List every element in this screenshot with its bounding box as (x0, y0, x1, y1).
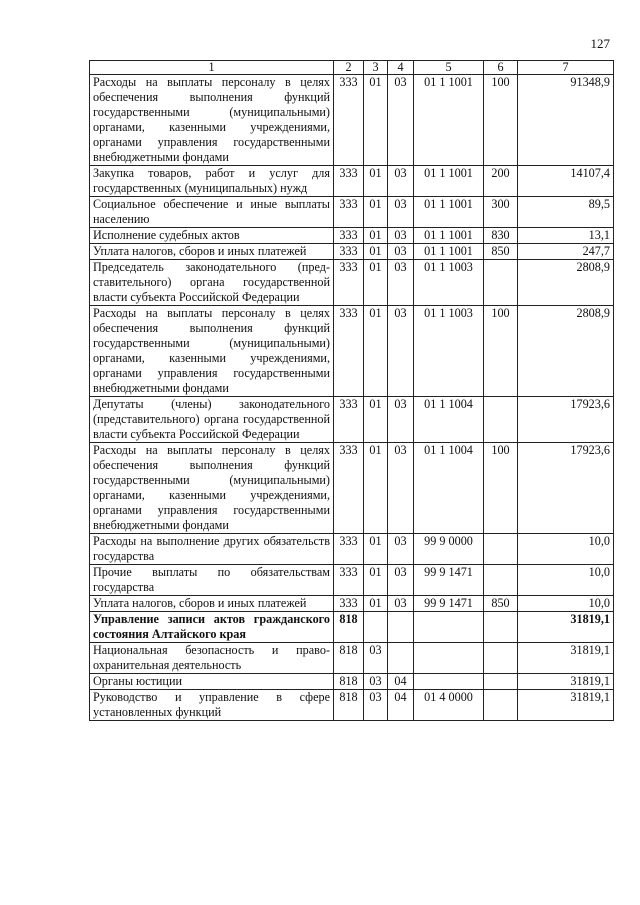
row-name: Органы юстиции (90, 674, 334, 690)
row-amount: 10,0 (518, 534, 614, 565)
row-expense-type-code: 850 (484, 596, 518, 612)
row-section-code: 01 (364, 166, 388, 197)
row-expense-type-code (484, 690, 518, 721)
table-row (90, 612, 614, 643)
row-target-article-code: 01 1 1001 (414, 166, 484, 197)
row-expense-type-code: 300 (484, 197, 518, 228)
row-amount: 31819,1 (518, 674, 614, 690)
row-subsection-code: 03 (388, 306, 414, 397)
row-ved-code: 818 (334, 690, 364, 721)
table-row (90, 690, 614, 721)
header-col-7: 7 (518, 61, 614, 75)
row-section-code: 03 (364, 674, 388, 690)
row-section-code: 01 (364, 75, 388, 166)
row-amount: 31819,1 (518, 643, 614, 674)
row-expense-type-code (484, 643, 518, 674)
row-subsection-code: 03 (388, 244, 414, 260)
row-amount: 91348,9 (518, 75, 614, 166)
row-ved-code: 333 (334, 306, 364, 397)
row-subsection-code (388, 612, 414, 643)
row-ved-code: 818 (334, 643, 364, 674)
row-ved-code: 333 (334, 197, 364, 228)
row-name: Закупка товаров, работ и услуг для государственных (муниципальных) нужд (90, 166, 334, 197)
row-name: Расходы на выплаты персоналу в целях обеспечения выполнения функций государственными (муниципальными) органами, казенными учреждениями, органами управления государственными внебюджетными фондами (90, 75, 334, 166)
row-name: Социальное обеспечение и иные выплаты населению (90, 197, 334, 228)
row-expense-type-code (484, 565, 518, 596)
row-section-code: 03 (364, 690, 388, 721)
row-name: Председатель законодательного (представительного) органа государственной власти субъекта Российской Федерации (90, 260, 334, 306)
row-target-article-code: 01 4 0000 (414, 690, 484, 721)
row-name: Расходы на выплаты персоналу в целях обеспечения выполнения функций государственными (муниципальными) органами, казенными учреждениями, органами управления государственными внебюджетными фондами (90, 306, 334, 397)
row-amount: 89,5 (518, 197, 614, 228)
row-subsection-code: 04 (388, 690, 414, 721)
row-section-code: 01 (364, 596, 388, 612)
row-amount: 10,0 (518, 596, 614, 612)
row-expense-type-code: 200 (484, 166, 518, 197)
header-col-1: 1 (90, 61, 334, 75)
row-ved-code: 333 (334, 244, 364, 260)
row-target-article-code: 01 1 1003 (414, 306, 484, 397)
row-ved-code: 333 (334, 596, 364, 612)
row-expense-type-code (484, 612, 518, 643)
row-name: Депутаты (члены) законодательного (представительного) органа государственной власти субъекта Российской Федерации (90, 397, 334, 443)
row-section-code: 01 (364, 244, 388, 260)
header-col-3: 3 (364, 61, 388, 75)
row-amount: 10,0 (518, 565, 614, 596)
row-section-code: 01 (364, 565, 388, 596)
row-expense-type-code: 100 (484, 443, 518, 534)
row-target-article-code (414, 612, 484, 643)
row-ved-code: 333 (334, 75, 364, 166)
row-subsection-code: 03 (388, 534, 414, 565)
row-name: Расходы на выплаты персоналу в целях обеспечения выполнения функций государственными (муниципальными) органами, казенными учреждениями, органами управления государственными внебюджетными фондами (90, 443, 334, 534)
row-ved-code: 333 (334, 260, 364, 306)
header-col-5: 5 (414, 61, 484, 75)
row-expense-type-code: 100 (484, 75, 518, 166)
table-row (90, 197, 614, 228)
row-expense-type-code (484, 534, 518, 565)
table-row (90, 260, 614, 306)
row-subsection-code: 03 (388, 443, 414, 534)
row-target-article-code: 99 9 0000 (414, 534, 484, 565)
row-ved-code: 818 (334, 674, 364, 690)
row-ved-code: 333 (334, 228, 364, 244)
table-body (90, 75, 614, 721)
table-row (90, 565, 614, 596)
row-target-article-code (414, 643, 484, 674)
table-header (90, 61, 614, 75)
row-section-code: 01 (364, 228, 388, 244)
table-row (90, 228, 614, 244)
row-ved-code: 333 (334, 443, 364, 534)
row-name: Руководство и управление в сфере установленных функций (90, 690, 334, 721)
row-subsection-code: 03 (388, 228, 414, 244)
row-target-article-code: 01 1 1004 (414, 397, 484, 443)
row-subsection-code: 03 (388, 260, 414, 306)
row-ved-code: 818 (334, 612, 364, 643)
row-expense-type-code (484, 674, 518, 690)
row-subsection-code: 04 (388, 674, 414, 690)
row-amount: 14107,4 (518, 166, 614, 197)
page-number: 127 (590, 36, 610, 51)
row-amount: 17923,6 (518, 443, 614, 534)
row-section-code: 01 (364, 260, 388, 306)
header-col-4: 4 (388, 61, 414, 75)
row-amount: 13,1 (518, 228, 614, 244)
row-target-article-code: 01 1 1001 (414, 75, 484, 166)
row-target-article-code: 01 1 1003 (414, 260, 484, 306)
row-name: Уплата налогов, сборов и иных платежей (90, 596, 334, 612)
row-expense-type-code: 830 (484, 228, 518, 244)
row-expense-type-code (484, 397, 518, 443)
row-subsection-code: 03 (388, 75, 414, 166)
row-amount: 247,7 (518, 244, 614, 260)
row-name: Расходы на выполнение других обязательств государства (90, 534, 334, 565)
header-col-2: 2 (334, 61, 364, 75)
row-subsection-code: 03 (388, 166, 414, 197)
row-amount: 17923,6 (518, 397, 614, 443)
row-subsection-code: 03 (388, 596, 414, 612)
row-name: Уплата налогов, сборов и иных платежей (90, 244, 334, 260)
row-section-code: 01 (364, 534, 388, 565)
header-row (90, 61, 614, 75)
row-ved-code: 333 (334, 397, 364, 443)
row-amount: 31819,1 (518, 612, 614, 643)
row-section-code: 01 (364, 197, 388, 228)
table-row (90, 674, 614, 690)
row-name: Национальная безопасность и правоохранительная деятельность (90, 643, 334, 674)
table-row (90, 643, 614, 674)
row-section-code: 03 (364, 643, 388, 674)
row-amount: 2808,9 (518, 260, 614, 306)
table-row (90, 443, 614, 534)
table-row (90, 306, 614, 397)
row-name: Прочие выплаты по обязательствам государства (90, 565, 334, 596)
row-target-article-code: 01 1 1004 (414, 443, 484, 534)
row-subsection-code: 03 (388, 397, 414, 443)
row-target-article-code: 99 9 1471 (414, 596, 484, 612)
row-target-article-code (414, 674, 484, 690)
row-expense-type-code (484, 260, 518, 306)
budget-table (89, 60, 614, 721)
row-expense-type-code: 100 (484, 306, 518, 397)
row-ved-code: 333 (334, 166, 364, 197)
table-row (90, 397, 614, 443)
row-target-article-code: 99 9 1471 (414, 565, 484, 596)
table-row (90, 166, 614, 197)
row-amount: 31819,1 (518, 690, 614, 721)
row-name: Исполнение судебных актов (90, 228, 334, 244)
row-subsection-code: 03 (388, 197, 414, 228)
row-subsection-code (388, 643, 414, 674)
row-name: Управление записи актов гражданского состояния Алтайского края (90, 612, 334, 643)
header-col-6: 6 (484, 61, 518, 75)
row-ved-code: 333 (334, 565, 364, 596)
row-target-article-code: 01 1 1001 (414, 228, 484, 244)
row-section-code: 01 (364, 397, 388, 443)
row-section-code: 01 (364, 306, 388, 397)
row-ved-code: 333 (334, 534, 364, 565)
row-section-code: 01 (364, 443, 388, 534)
row-target-article-code: 01 1 1001 (414, 244, 484, 260)
row-expense-type-code: 850 (484, 244, 518, 260)
table-row (90, 534, 614, 565)
row-section-code (364, 612, 388, 643)
table-row (90, 75, 614, 166)
table-row (90, 596, 614, 612)
table-row (90, 244, 614, 260)
row-target-article-code: 01 1 1001 (414, 197, 484, 228)
row-subsection-code: 03 (388, 565, 414, 596)
row-amount: 2808,9 (518, 306, 614, 397)
